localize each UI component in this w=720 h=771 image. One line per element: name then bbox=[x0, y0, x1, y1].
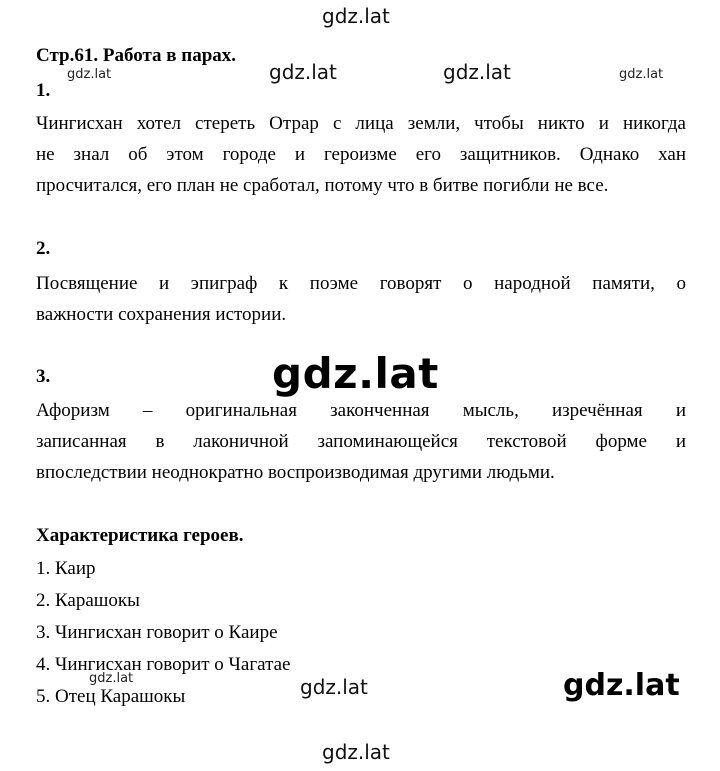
paragraph-line: записанная в лаконичной запоминающейся текстовой форме и bbox=[36, 431, 686, 452]
paragraph-line: Чингисхан хотел стереть Отрар с лица земли, чтобы никто и никогда bbox=[36, 113, 686, 134]
watermark-small: gdz.lat bbox=[89, 671, 134, 686]
paragraph-line: важности сохранения истории. bbox=[36, 304, 287, 325]
characters-heading: Характеристика героев. bbox=[36, 525, 244, 546]
paragraph-line: Афоризм – оригинальная законченная мысль, изречённая и bbox=[36, 400, 686, 421]
paragraph-line: не знал об этом городе и героизме его защитников. Однако хан bbox=[36, 144, 686, 165]
section-paragraph bbox=[36, 268, 686, 330]
paragraph-line: впоследствии неоднократно воспроизводимая другими людьми. bbox=[36, 462, 555, 483]
list-item: 5. Отец Карашокы bbox=[36, 686, 186, 707]
section-number: 1. bbox=[36, 80, 51, 101]
list-item: 1. Каир bbox=[36, 558, 96, 579]
list-item: 3. Чингисхан говорит о Каире bbox=[36, 622, 278, 643]
paragraph-line: Посвящение и эпиграф к поэме говорят о народной памяти, о bbox=[36, 273, 686, 294]
section-number: 3. bbox=[36, 366, 51, 387]
section-number: 2. bbox=[36, 238, 51, 259]
watermark-large: gdz.lat bbox=[272, 349, 439, 398]
watermark: gdz.lat bbox=[269, 60, 337, 84]
section-paragraph bbox=[36, 395, 686, 488]
watermark: gdz.lat bbox=[443, 60, 511, 84]
watermark-small: gdz.lat bbox=[67, 67, 112, 82]
list-item: 4. Чингисхан говорит о Чагатае bbox=[36, 654, 291, 675]
watermark-footer: gdz.lat bbox=[322, 740, 390, 764]
page-title: Стр.61. Работа в парах. bbox=[36, 45, 237, 66]
paragraph-line: просчитался, его план не сработал, потому что в битве погибли не все. bbox=[36, 175, 609, 196]
list-item: 2. Карашокы bbox=[36, 590, 140, 611]
watermark: gdz.lat bbox=[300, 675, 368, 699]
section-paragraph bbox=[36, 108, 686, 201]
watermark-large: gdz.lat bbox=[563, 668, 680, 703]
watermark-small: gdz.lat bbox=[619, 67, 664, 82]
watermark-top: gdz.lat bbox=[322, 4, 390, 28]
